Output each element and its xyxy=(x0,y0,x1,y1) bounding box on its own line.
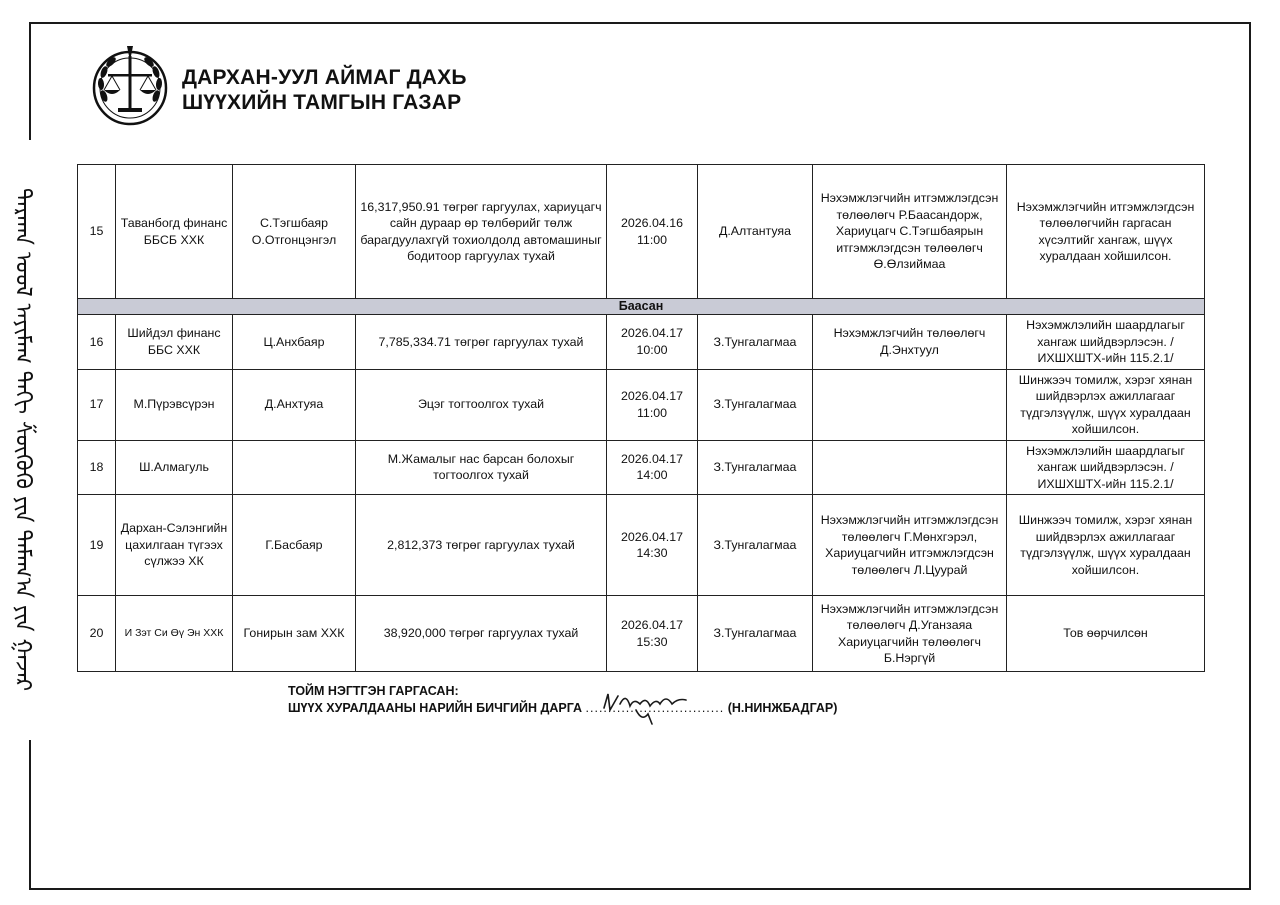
day-label: Баасан xyxy=(78,299,1205,315)
case-subject: М.Жамалыг нас барсан болохыг тогтоолгох тухай xyxy=(356,440,607,495)
result: Тов өөрчилсөн xyxy=(1007,596,1205,672)
representatives: Нэхэмжлэгчийн төлөөлөгч Д.Энхтуул xyxy=(813,315,1007,370)
court-emblem-icon xyxy=(90,44,170,130)
result: Нэхэмжлэлийн шаардлагыг хангаж шийдвэрлэсэн. /ИХШХШТХ-ийн 115.2.1/ xyxy=(1007,315,1205,370)
defendant: Г.Басбаяр xyxy=(233,495,356,596)
hearing-datetime xyxy=(607,495,698,596)
hearing-time: 14:30 xyxy=(636,546,668,560)
mongolian-script-margin: ᠳᠠᠷᠬᠠᠨ ᠤᠤᠯ ᠠᠶᠢᠮᠠᠭ ᠳᠠᠬᠢ ᠱᠦᠭᠦᠬᠦ ᠶᠢᠨ ᠲᠠᠮᠠᠭ᠎ᠠ ᠶᠢᠨ ᠭᠠᠵᠠᠷ xyxy=(2,140,46,740)
plaintiff: Дархан-Сэлэнгийн цахилгаан түгээх сүлжээ ХК xyxy=(116,495,233,596)
row-number: 15 xyxy=(78,165,116,299)
representatives: Нэхэмжлэгчийн итгэмжлэгдсэн төлөөлөгч Р.Баасандорж, Хариуцагч С.Тэгшбаярын итгэмжлэгдсэн төлөөлөгч Ө.Өлзиймаа xyxy=(813,165,1007,299)
handwritten-signature xyxy=(596,688,696,728)
organization-title xyxy=(182,65,467,115)
representatives: Нэхэмжлэгчийн итгэмжлэгдсэн төлөөлөгч Г.Мөнхгэрэл, Хариуцагчийн итгэмжлэгдсэн төлөөлөгч Л.Цуурай xyxy=(813,495,1007,596)
footer-secretary-name: (Н.НИНЖБАДГАР) xyxy=(727,701,838,715)
defendant: Д.Анхтуяа xyxy=(233,369,356,440)
hearing-datetime xyxy=(607,369,698,440)
case-subject: 7,785,334.71 төгрөг гаргуулах тухай xyxy=(356,315,607,370)
result: Нэхэмжлэгчийн итгэмжлэгдсэн төлөөлөгчийн гаргасан хүсэлтийг хангаж, шүүх хуралдаан хойшилсон. xyxy=(1007,165,1205,299)
day-separator-row xyxy=(78,299,1205,315)
hearing-date: 2026.04.17 xyxy=(620,529,683,544)
plaintiff: Ш.Алмагуль xyxy=(116,440,233,495)
representatives xyxy=(813,440,1007,495)
prepared-by-footer xyxy=(288,683,837,717)
judge: З.Тунгалагмаа xyxy=(698,315,813,370)
hearing-time: 15:30 xyxy=(636,634,668,649)
hearing-datetime xyxy=(607,315,698,370)
table-row xyxy=(78,315,1205,370)
plaintiff: И Зэт Си Өү Эн ХХК xyxy=(116,596,233,672)
case-subject: Эцэг тогтоолгох тухай xyxy=(356,369,607,440)
hearing-time: 11:00 xyxy=(636,232,668,247)
defendant: С.Тэгшбаяр О.Отгонцэнгэл xyxy=(233,165,356,299)
judge: Д.Алтантуяа xyxy=(698,165,813,299)
table-row xyxy=(78,165,1205,299)
case-subject: 16,317,950.91 төгрөг гаргуулах, хариуцагч сайн дураар өр төлбөрийг төлж барагдуулахгүй тохиолдолд автомашиныг бодитоор гаргуулах тухай xyxy=(356,165,607,299)
result: Шинжээч томилж, хэрэг хянан шийдвэрлэх ажиллагааг түдгэлзүүлж, шүүх хуралдаан хойшилсон. xyxy=(1007,369,1205,440)
row-number: 16 xyxy=(78,315,116,370)
table-row xyxy=(78,596,1205,672)
footer-line1: ТОЙМ НЭГТГЭН ГАРГАСАН: xyxy=(288,684,459,698)
hearing-time: 14:00 xyxy=(636,468,668,483)
hearing-date: 2026.04.17 xyxy=(620,326,683,341)
row-number: 19 xyxy=(78,495,116,596)
defendant: Гонирын зам ХХК xyxy=(233,596,356,672)
table-row xyxy=(78,495,1205,596)
table-row xyxy=(78,369,1205,440)
judge: З.Тунгалагмаа xyxy=(698,596,813,672)
hearing-date: 2026.04.17 xyxy=(620,618,683,632)
defendant: Ц.Анхбаяр xyxy=(233,315,356,370)
hearing-time: 11:00 xyxy=(636,405,668,420)
hearing-schedule-table xyxy=(77,164,1205,672)
hearing-date: 2026.04.16 xyxy=(620,216,683,230)
defendant xyxy=(233,440,356,495)
plaintiff: Таванбогд финанс ББСБ ХХК xyxy=(116,165,233,299)
case-subject: 38,920,000 төгрөг гаргуулах тухай xyxy=(356,596,607,672)
result: Шинжээч томилж, хэрэг хянан шийдвэрлэх ажиллагааг түдгэлзүүлж, шүүх хуралдаан хойшилсон. xyxy=(1007,495,1205,596)
hearing-date: 2026.04.17 xyxy=(620,389,683,403)
hearing-datetime xyxy=(607,440,698,495)
row-number: 18 xyxy=(78,440,116,495)
hearing-datetime xyxy=(607,596,698,672)
plaintiff: М.Пүрэвсүрэн xyxy=(116,369,233,440)
organization-title-line2: ШҮҮХИЙН ТАМГЫН ГАЗАР xyxy=(182,91,462,114)
row-number: 17 xyxy=(78,369,116,440)
hearing-datetime xyxy=(607,165,698,299)
judge: З.Тунгалагмаа xyxy=(698,369,813,440)
organization-title-line1: ДАРХАН-УУЛ АЙМАГ ДАХЬ xyxy=(182,66,467,89)
plaintiff: Шийдэл финанс ББС ХХК xyxy=(116,315,233,370)
signature-line: ............................... xyxy=(585,701,725,715)
table-row xyxy=(78,440,1205,495)
case-subject: 2,812,373 төгрөг гаргуулах тухай xyxy=(356,495,607,596)
hearing-time: 10:00 xyxy=(636,342,668,357)
representatives xyxy=(813,369,1007,440)
hearing-date: 2026.04.17 xyxy=(620,451,683,466)
representatives: Нэхэмжлэгчийн итгэмжлэгдсэн төлөөлөгч Д.Уганзаяа Хариуцагчийн төлөөлөгч Б.Нэргүй xyxy=(813,596,1007,672)
result: Нэхэмжлэлийн шаардлагыг хангаж шийдвэрлэсэн. /ИХШХШТХ-ийн 115.2.1/ xyxy=(1007,440,1205,495)
judge: З.Тунгалагмаа xyxy=(698,495,813,596)
judge: З.Тунгалагмаа xyxy=(698,440,813,495)
footer-line2 xyxy=(288,700,837,717)
footer-secretary-title: ШҮҮХ ХУРАЛДААНЫ НАРИЙН БИЧГИЙН ДАРГА xyxy=(288,701,583,715)
row-number: 20 xyxy=(78,596,116,672)
